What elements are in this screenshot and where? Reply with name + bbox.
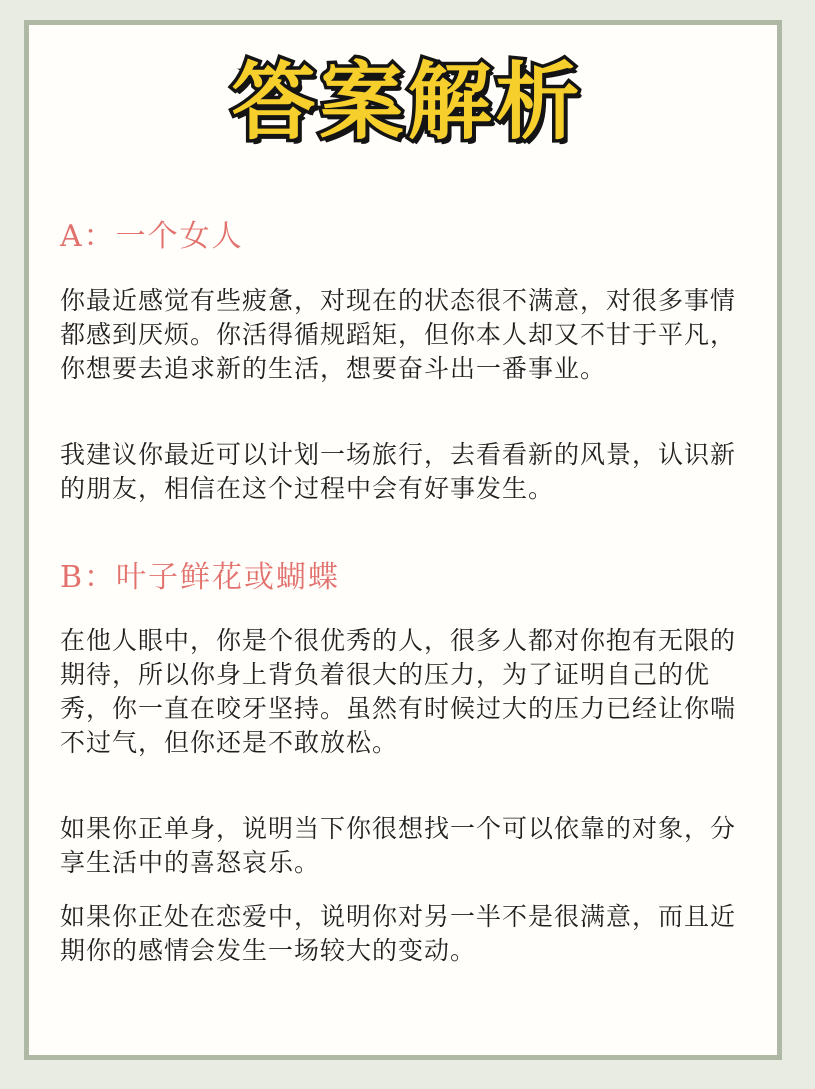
section-b-heading: B：叶子鲜花或蝴蝶 (60, 560, 341, 595)
section-a-heading: A：一个女人 (60, 219, 244, 254)
section-b-paragraph-2: 如果你正单身，说明当下你很想找一个可以依靠的对象，分享生活中的喜怒哀乐。 (60, 814, 737, 877)
section-b-paragraph-1: 在他人眼中，你是个很优秀的人，很多人都对你抱有无限的期待，所以你身上背负着很大的压力，为了证明自己的优秀，你一直在咬牙坚持。虽然有时候过大的压力已经让你喘不过气，但你还是不敢放松。 (60, 626, 737, 757)
page-title: 答案解析 (231, 53, 584, 151)
section-b-paragraph-3: 如果你正处在恋爱中，说明你对另一半不是很满意，而且近期你的感情会发生一场较大的变动。 (60, 902, 737, 965)
section-a-paragraph-2: 我建议你最近可以计划一场旅行，去看看新的风景，认识新的朋友，相信在这个过程中会有好事发生。 (60, 440, 737, 503)
section-a-paragraph-1: 你最近感觉有些疲惫，对现在的状态很不满意，对很多事情都感到厌烦。你活得循规蹈矩，但你本人却又不甘于平凡，你想要去追求新的生活，想要奋斗出一番事业。 (60, 286, 737, 383)
